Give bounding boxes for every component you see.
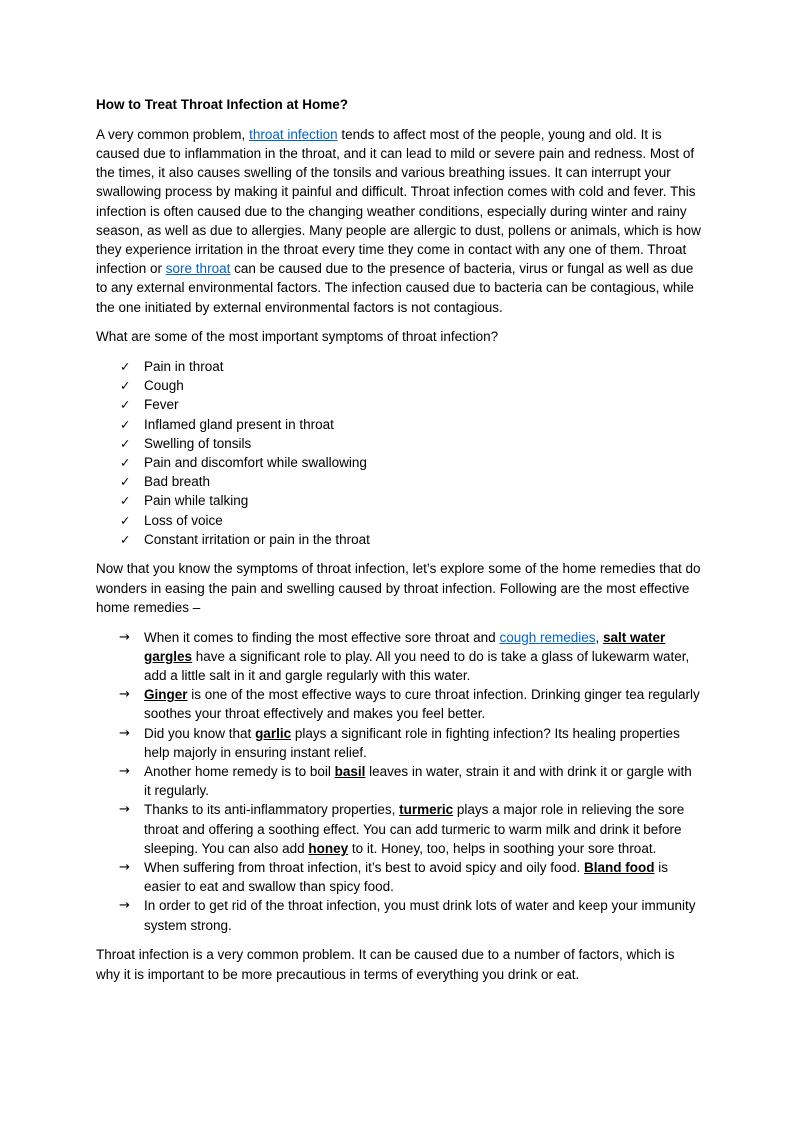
keyword-basil: basil — [334, 764, 366, 779]
checkmark-icon: ✓ — [120, 358, 131, 374]
checkmark-icon: ✓ — [120, 378, 131, 394]
sore-throat-link[interactable]: sore throat — [165, 261, 231, 277]
checkmark-icon: ✓ — [120, 416, 131, 432]
arrow-right-icon: → — [119, 802, 130, 818]
checkmark-icon: ✓ — [120, 512, 131, 528]
symptom-item: ✓ Pain in throat — [96, 357, 702, 376]
symptom-item: ✓ Pain and discomfort while swallowing — [96, 453, 702, 472]
checkmark-icon: ✓ — [120, 474, 131, 490]
symptom-item: ✓ Inflamed gland present in throat — [96, 415, 702, 434]
remedy-item: → Another home remedy is to boil basil leaves in water, strain it and with drink it or gargle with it regularly. — [119, 764, 692, 799]
throat-infection-link[interactable]: throat infection — [249, 126, 338, 142]
remedy-item: → When suffering from throat infection, it’s best to avoid spicy and oily food. Bland food is easier to eat and swallow than spicy food. — [119, 860, 668, 895]
checkmark-icon: ✓ — [120, 531, 131, 547]
symptom-item: ✓ Swelling of tonsils — [96, 434, 702, 453]
document-page — [96, 95, 702, 994]
arrow-right-icon: → — [119, 725, 130, 741]
arrow-right-icon: → — [119, 764, 130, 779]
keyword-turmeric: turmeric — [399, 802, 454, 818]
arrow-right-icon: → — [119, 898, 130, 914]
checkmark-icon: ✓ — [120, 454, 131, 470]
remedy-item: → Did you know that garlic plays a significant role in fighting infection? Its healing properties help majorly in ensuring instant relief. — [119, 725, 680, 760]
arrow-right-icon: → — [119, 687, 130, 703]
remedies-intro: Now that you know the symptoms of throat infection, let’s explore some of the home remedies that do wonders in easing the pain and swelling caused by throat infection. Following are the most effective home remedies – — [96, 561, 701, 615]
conclusion-paragraph: Throat infection is a very common problem. It can be caused due to a number of factors, which is why it is important to be more precautious in terms of everything you drink or eat. — [96, 947, 675, 982]
keyword-salt-water-gargles: salt water gargles — [144, 629, 666, 664]
remedy-item: → In order to get rid of the throat infection, you must drink lots of water and keep your immunity system strong. — [119, 898, 696, 933]
arrow-right-icon: → — [119, 860, 130, 876]
remedy-item: → When it comes to finding the most effective sore throat and cough remedies, salt water gargles have a significant role to play. All you need to do is take a glass of lukewarm water, add a little salt in it and gargle regularly with this water. — [119, 629, 690, 683]
keyword-garlic: garlic — [255, 725, 292, 741]
symptom-item: ✓ Fever — [96, 395, 702, 414]
symptom-item: ✓ Cough — [96, 376, 702, 395]
checkmark-icon: ✓ — [120, 397, 131, 413]
remedy-item: → Ginger is one of the most effective ways to cure throat infection. Drinking ginger tea regularly soothes your throat effectively and makes you feel better. — [119, 687, 700, 722]
arrow-right-icon: → — [119, 629, 130, 645]
checkmark-icon: ✓ — [120, 435, 131, 451]
remedy-item: → Thanks to its anti-inflammatory properties, turmeric plays a major role in relieving the sore throat and offering a soothing effect. You can add turmeric to warm milk and drink it before sleeping. You can also add honey to it. Honey, too, helps in soothing your sore throat. — [119, 802, 685, 856]
symptoms-list — [96, 357, 702, 549]
keyword-honey: honey — [308, 840, 349, 856]
keyword-ginger: Ginger — [144, 687, 188, 703]
symptom-item: ✓ Constant irritation or pain in the throat — [96, 530, 702, 549]
symptom-item: ✓ Bad breath — [96, 472, 702, 491]
symptom-item: ✓ Loss of voice — [96, 511, 702, 530]
page-title: How to Treat Throat Infection at Home? — [96, 97, 349, 112]
intro-paragraph: A very common problem, throat infection tends to affect most of the people, young and old. It is caused due to inflammation in the throat, and it can lead to mild or severe pain and redness. Most of the times, it also causes swelling of the tonsils and various breathing issues. It can interrupt your swallowing process by making it painful and difficult. Throat infection comes with cold and fever. This infection is often caused due to the changing weather conditions, especially during winter and rainy season, as well as due to allergies. Many people are allergic to dust, pollens or animals, which is how they experience irritation in the throat every time they come in contact with any one of them. Throat infection or sore throat can be caused due to the presence of bacteria, virus or fungal as well as due to any external environmental factors. The infection caused due to bacteria can be contagious, while the one initiated by external environmental factors is not contagious. — [96, 126, 701, 315]
keyword-bland-food: Bland food — [583, 860, 655, 876]
checkmark-icon: ✓ — [120, 493, 131, 509]
symptom-item: ✓ Pain while talking — [96, 491, 702, 510]
remedies-list — [96, 628, 702, 935]
symptoms-question: What are some of the most important symptoms of throat infection? — [96, 329, 499, 345]
cough-remedies-link[interactable]: cough remedies — [499, 629, 596, 645]
